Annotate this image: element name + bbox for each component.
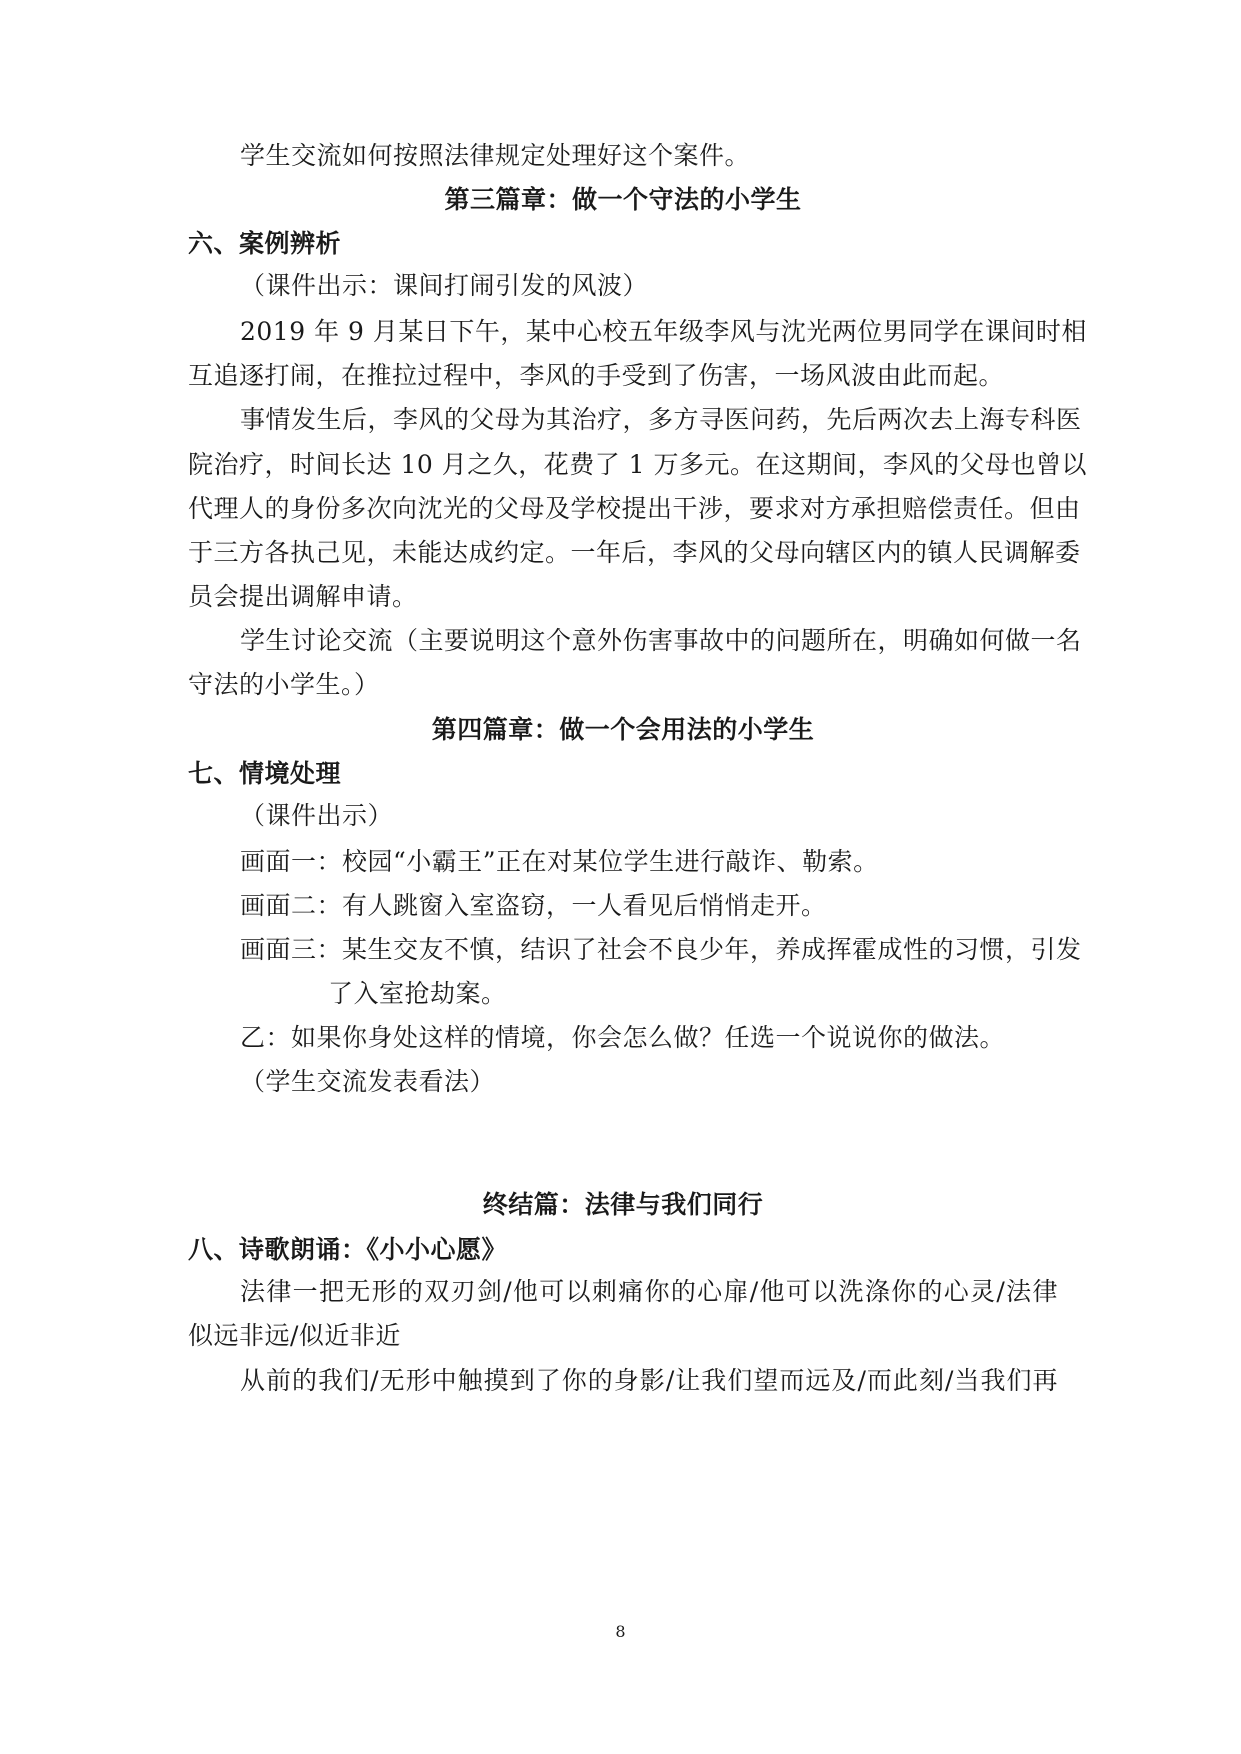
chapter-heading: 第三篇章：做一个守法的小学生 bbox=[444, 185, 802, 214]
paragraph-line: （课件出示） bbox=[240, 801, 394, 830]
paragraph-line: 画面三：某生交友不慎，结识了社会不良少年，养成挥霍成性的习惯，引发 bbox=[240, 935, 1082, 964]
paragraph-line: 从前的我们/无形中触摸到了你的身影/让我们望而远及/而此刻/当我们再 bbox=[240, 1366, 1058, 1395]
paragraph-line: 代理人的身份多次向沈光的父母及学校提出干涉，要求对方承担赔偿责任。但由 bbox=[188, 494, 1081, 523]
paragraph-line: 乙：如果你身处这样的情境，你会怎么做？任选一个说说你的做法。 bbox=[240, 1023, 1006, 1052]
section-heading: 六、案例辨析 bbox=[188, 229, 342, 258]
paragraph-line: 似远非远/似近非近 bbox=[188, 1321, 401, 1350]
chapter-heading: 终结篇：法律与我们同行 bbox=[482, 1190, 764, 1219]
paragraph-line: 守法的小学生。） bbox=[188, 670, 380, 699]
paragraph-line: 学生交流如何按照法律规定处理好这个案件。 bbox=[240, 141, 751, 170]
paragraph-line: 画面二：有人跳窗入室盗窃，一人看见后悄悄走开。 bbox=[240, 891, 827, 920]
paragraph-line: 事情发生后，李风的父母为其治疗，多方寻医问药，先后两次去上海专科医 bbox=[240, 405, 1082, 434]
section-heading: 八、诗歌朗诵：《小小心愿》 bbox=[188, 1235, 508, 1264]
paragraph-line: 2019 年 9 月某日下午，某中心校五年级李风与沈光两位男同学在课间时相 bbox=[240, 317, 1087, 346]
paragraph-line: 了入室抢劫案。 bbox=[328, 979, 507, 1008]
paragraph-line: 学生讨论交流（主要说明这个意外伤害事故中的问题所在，明确如何做一名 bbox=[240, 626, 1082, 655]
paragraph-line: 院治疗，时间长达 10 月之久，花费了 1 万多元。在这期间，李风的父母也曾以 bbox=[188, 450, 1088, 479]
paragraph-line: 互追逐打闹，在推拉过程中，李风的手受到了伤害，一场风波由此而起。 bbox=[188, 361, 1005, 390]
paragraph-line: （学生交流发表看法） bbox=[240, 1067, 496, 1096]
page-number: 8 bbox=[615, 1622, 626, 1641]
paragraph-line: 画面一：校园“小霸王”正在对某位学生进行敲诈、勒索。 bbox=[240, 847, 879, 876]
paragraph-line: 于三方各执己见，未能达成约定。一年后，李风的父母向辖区内的镇人民调解委 bbox=[188, 538, 1081, 567]
section-heading: 七、情境处理 bbox=[188, 759, 342, 788]
paragraph-line: （课件出示：课间打闹引发的风波） bbox=[240, 271, 649, 300]
paragraph-line: 员会提出调解申请。 bbox=[188, 582, 418, 611]
chapter-heading: 第四篇章：做一个会用法的小学生 bbox=[431, 715, 815, 744]
paragraph-line: 法律一把无形的双刃剑/他可以刺痛你的心扉/他可以洗涤你的心灵/法律 bbox=[240, 1277, 1058, 1306]
